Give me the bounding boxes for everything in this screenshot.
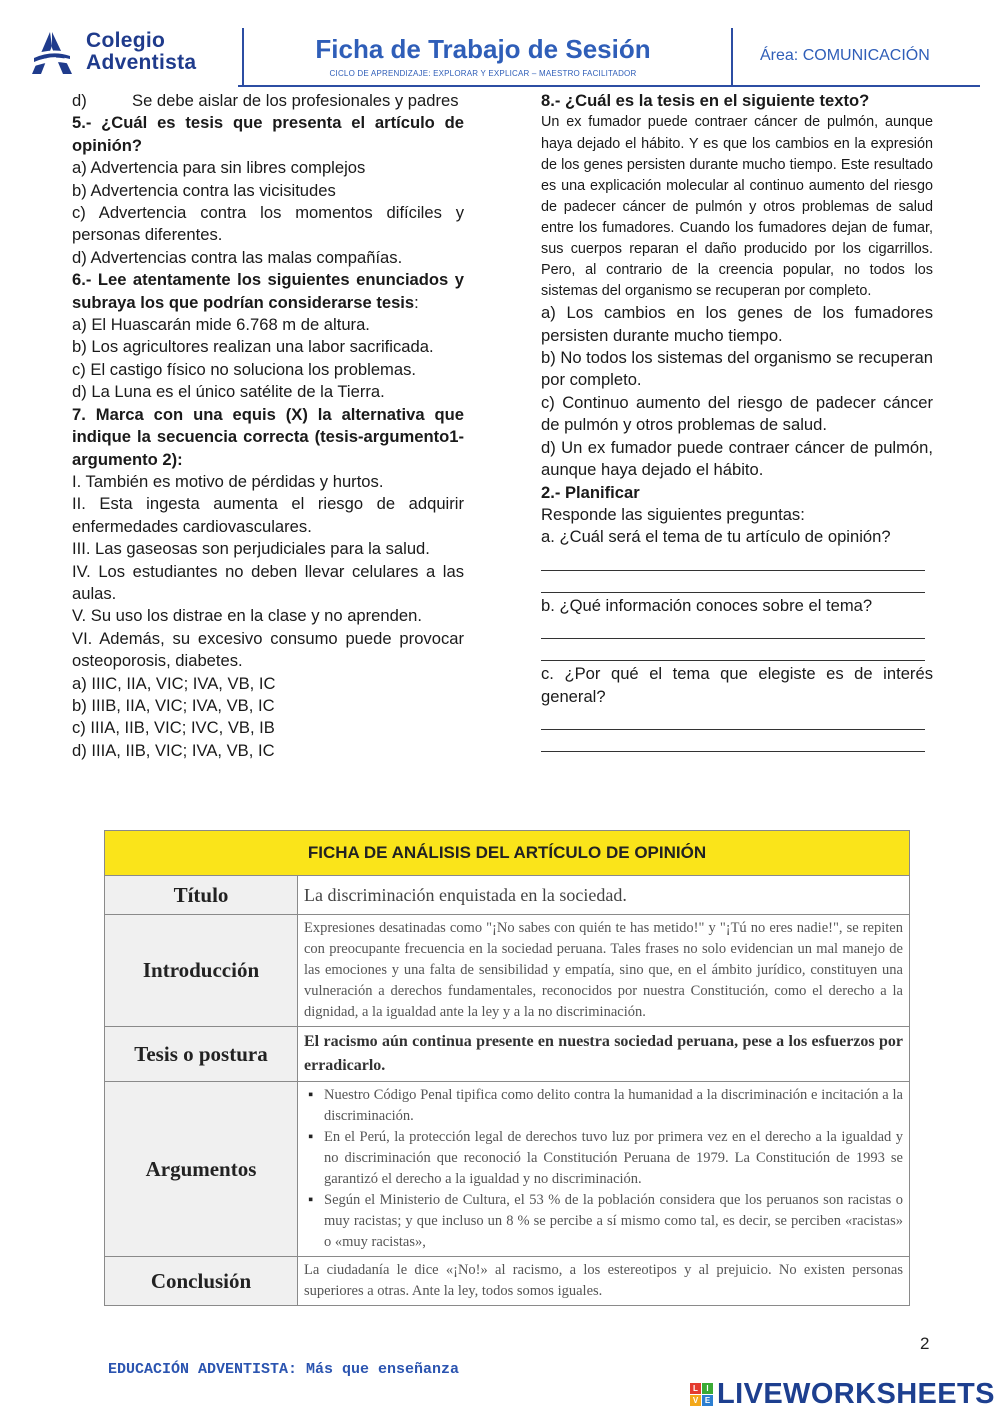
q8-option-b[interactable]: b) No todos los sistemas del organismo se recuperan por completo. xyxy=(541,348,933,390)
plan-question-a: a. ¿Cuál será el tema de tu artículo de opinión? xyxy=(541,527,891,547)
argumentos-value xyxy=(298,1082,910,1257)
argument-item: ▪ Según el Ministerio de Cultura, el 53 % de la población considera que los peruanos son racistas o muy racistas; y que incluso un 8 % se percibe a sí mismo como tal, es decir, se perciben «racistas» o «muy racistas», xyxy=(324,1190,903,1253)
analysis-table xyxy=(104,830,910,1306)
plan-question-c: c. ¿Por qué el tema que elegiste es de interés general? xyxy=(541,664,933,706)
q5-option-a[interactable]: a) Advertencia para sin libres complejos xyxy=(72,158,366,178)
argument-item: ▪ Nuestro Código Penal tipifica como delito contra la humanidad a la discriminación e incitación a la discriminación. xyxy=(324,1085,903,1127)
plan-instructions: Responde las siguientes preguntas: xyxy=(541,504,805,524)
q7-option-b[interactable]: b) IIIB, IIA, VIC; IVA, VB, IC xyxy=(72,695,275,715)
q7-option-c[interactable]: c) IIIA, IIB, VIC; IVC, VB, IB xyxy=(72,718,275,738)
q6-option-a[interactable]: a) El Huascarán mide 6.768 m de altura. xyxy=(72,315,370,335)
left-column xyxy=(72,90,464,762)
introduccion-label: Introducción xyxy=(105,915,298,1027)
header-rule xyxy=(238,85,980,87)
school-name-line2: Adventista xyxy=(86,51,197,74)
q4-option-d-letter: d) xyxy=(72,91,87,110)
logo-letter-l: L xyxy=(690,1383,701,1394)
answer-line-c2[interactable] xyxy=(541,730,925,752)
question-6-text: 6.- Lee atentamente los siguientes enunciados y subraya los que podrían considerarse tesis xyxy=(72,270,464,312)
table-heading: FICHA DE ANÁLISIS DEL ARTÍCULO DE OPINIÓN xyxy=(105,831,910,876)
tesis-label: Tesis o postura xyxy=(105,1027,298,1082)
colegio-logo-icon xyxy=(28,30,76,76)
plan-question-b: b. ¿Qué información conoces sobre el tema? xyxy=(541,595,873,615)
q7-statement-6: VI. Además, su excesivo consumo puede provocar osteoporosis, diabetes. xyxy=(72,628,464,671)
page-subtitle: CICLO DE APRENDIZAJE: EXPLORAR Y EXPLICAR – MAESTRO FACILITADOR xyxy=(329,69,637,78)
q7-statement-4: IV. Los estudiantes no deben llevar celulares a las aulas. xyxy=(72,561,464,603)
liveworksheets-logo[interactable] xyxy=(690,1378,995,1411)
q7-statement-2: II. Esta ingesta aumenta el riesgo de adquirir enfermedades cardiovasculares. xyxy=(72,494,464,536)
logo-letter-i: I xyxy=(702,1383,713,1394)
conclusion-label: Conclusión xyxy=(105,1257,298,1306)
liveworksheets-logo-icon xyxy=(690,1383,713,1406)
q8-option-c[interactable]: c) Continuo aumento del riesgo de padecer cáncer de pulmón y otros problemas de salud. xyxy=(541,392,933,435)
answer-line-b1[interactable] xyxy=(541,617,925,639)
titulo-value: La discriminación enquistada en la sociedad. xyxy=(298,876,910,915)
q7-option-a[interactable]: a) IIIC, IIA, VIC; IVA, VB, IC xyxy=(72,673,276,693)
header-divider-left xyxy=(242,28,244,86)
question-7: 7. Marca con una equis (X) la alternativa que indique la secuencia correcta (tesis-argumento1- argumento 2): xyxy=(72,404,464,469)
tesis-value: El racismo aún continua presente en nuestra sociedad peruana, pese a los esfuerzos por erradicarlo. xyxy=(298,1027,910,1082)
liveworksheets-brand: LIVEWORKSHEETS xyxy=(717,1378,995,1410)
q7-statement-1: I. También es motivo de pérdidas y hurtos. xyxy=(72,471,384,491)
answer-line-c1[interactable] xyxy=(541,708,925,730)
school-name xyxy=(86,30,196,74)
q6-option-d[interactable]: d) La Luna es el único satélite de la Tierra. xyxy=(72,382,385,402)
footer-motto: EDUCACIÓN ADVENTISTA: Más que enseñanza xyxy=(108,1361,460,1378)
answer-line-b2[interactable] xyxy=(541,639,925,661)
argument-item: ▪ En el Perú, la protección legal de derechos tuvo luz por primera vez en el derecho a la igualdad y no discriminación que reconoció la Constitución Peruana de 1979. La Constitución de 1993 se garantizó el derecho a la igualdad y no discriminación. xyxy=(324,1127,903,1190)
logo-letter-v: V xyxy=(690,1395,701,1406)
answer-line-a2[interactable] xyxy=(541,571,925,593)
conclusion-value: La ciudadanía le dice «¡No!» al racismo, a los estereotipos y al prejuicio. No existen personas superiores a otras. Ante la ley, todos somos iguales. xyxy=(298,1257,910,1306)
q4-option-d-text: Se debe aislar de los profesionales y padres xyxy=(132,91,459,110)
titulo-label: Título xyxy=(105,876,298,915)
page-title: Ficha de Trabajo de Sesión xyxy=(315,34,651,64)
q8-option-a[interactable]: a) Los cambios en los genes de los fumadores persisten durante mucho tiempo. xyxy=(541,303,933,345)
q8-passage: Un ex fumador puede contraer cáncer de pulmón, aunque haya dejado el hábito. Y es que los cambios en la expresión de los genes persisten durante mucho tiempo. Este resultado es una explicación molecular al continuo aumento del riesgo de padecer cáncer de pulmón y otros problemas de salud entre los fumadores. Cuando los fumadores dejan de fumar, sus cuerpos reparan el daño producido por los cigarrillos. Pero, al contrario de la creencia popular, no todos los sistemas del organismo se recuperan por completo. xyxy=(541,114,933,300)
header-divider-right xyxy=(731,28,733,86)
answer-line-a1[interactable] xyxy=(541,549,925,571)
logo-letter-e: E xyxy=(702,1395,713,1406)
q6-option-c[interactable]: c) El castigo físico no soluciona los problemas. xyxy=(72,359,417,379)
q5-option-b[interactable]: b) Advertencia contra las vicisitudes xyxy=(72,180,336,200)
subject-area: Área: COMUNICACIÓN xyxy=(760,47,930,64)
q6-option-b[interactable]: b) Los agricultores realizan una labor sacrificada. xyxy=(72,337,434,357)
right-column xyxy=(541,90,933,752)
q7-statement-5: V. Su uso los distrae en la clase y no aprenden. xyxy=(72,606,422,626)
question-6-colon: : xyxy=(414,292,419,312)
page-number: 2 xyxy=(920,1334,930,1353)
q7-statement-3: III. Las gaseosas son perjudiciales para la salud. xyxy=(72,539,430,559)
q7-option-d[interactable]: d) IIIA, IIB, VIC; IVA, VB, IC xyxy=(72,740,275,760)
section-planificar: 2.- Planificar xyxy=(541,482,640,502)
q8-option-d[interactable]: d) Un ex fumador puede contraer cáncer de pulmón, aunque haya dejado el hábito. xyxy=(541,437,933,480)
q5-option-c[interactable]: c) Advertencia contra los momentos difíciles y personas diferentes. xyxy=(72,203,464,245)
argumentos-label: Argumentos xyxy=(105,1082,298,1257)
question-8: 8.- ¿Cuál es la tesis en el siguiente texto? xyxy=(541,91,870,110)
introduccion-value: Expresiones desatinadas como "¡No sabes con quién te has metido!" y "¡Tú no eres nadie!", se repiten con preocupante frecuencia en la sociedad peruana. Tales frases no solo evidencian un mal manejo de las emociones y una falta de sensibilidad y empatía, sino que, en el ámbito jurídico, constituyen una vulneración a derechos fundamentales, reconocidos por nuestra Constitución, como el derecho a la dignidad, a la igualdad ante la ley y a la no discriminación. xyxy=(298,915,910,1027)
q5-option-d[interactable]: d) Advertencias contra las malas compañías. xyxy=(72,247,403,267)
q4-option-d xyxy=(72,90,464,112)
question-6 xyxy=(72,269,464,314)
question-5: 5.- ¿Cuál es tesis que presenta el artículo de opinión? xyxy=(72,113,464,155)
school-name-line1: Colegio xyxy=(86,29,166,52)
